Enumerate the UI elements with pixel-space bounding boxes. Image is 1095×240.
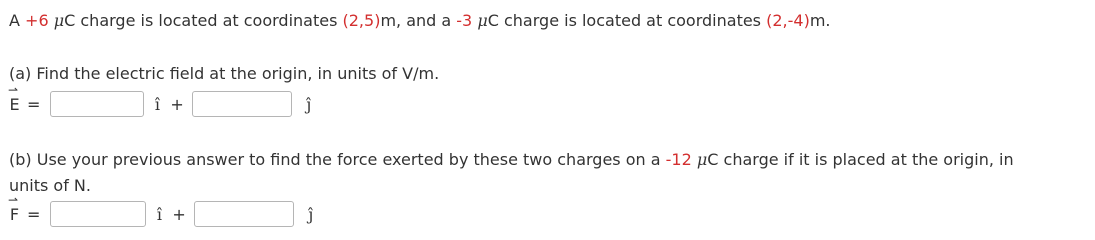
force-y-input[interactable]: [194, 201, 294, 227]
electric-field-vector-symbol: ⇀ E: [8, 82, 20, 114]
part-b-prompt-continued: units of N.: [9, 176, 91, 195]
charge-2-value: -3: [456, 11, 473, 30]
part-b-prompt: (b) Use your previous answer to find the force exerted by these two charges on a -12 μC charge if it is placed at the origin, in: [9, 150, 1014, 169]
i-hat-unit: î: [156, 204, 162, 224]
j-hat-unit: ĵ: [308, 204, 314, 224]
electric-field-y-input[interactable]: [192, 91, 292, 117]
micro-symbol: μ: [477, 11, 488, 30]
vector-arrow-icon: ⇀: [8, 82, 19, 97]
intro-text: A: [9, 11, 26, 30]
micro-symbol: μ: [696, 150, 708, 169]
equals-sign: =: [27, 94, 41, 114]
electric-field-x-input[interactable]: [50, 91, 144, 117]
force-x-input[interactable]: [50, 201, 146, 227]
equals-sign: =: [27, 204, 41, 224]
vector-arrow-icon: ⇀: [8, 192, 19, 207]
micro-symbol: μ: [53, 11, 65, 30]
part-a-answer-row: [8, 82, 314, 119]
plus-sign: +: [170, 94, 184, 114]
i-hat-unit: î: [154, 94, 160, 114]
charge-1-value: +6: [25, 11, 49, 30]
test-charge-value: -12: [665, 150, 692, 169]
plus-sign: +: [172, 204, 186, 224]
charge-1-coordinates: (2,5): [342, 11, 381, 30]
j-hat-unit: ĵ: [306, 94, 312, 114]
problem-intro: A +6 μC charge is located at coordinates (2,5)m, and a -3 μC charge is located at coordinates (2,-4)m.: [9, 11, 831, 30]
force-vector-symbol: ⇀ F: [8, 192, 20, 224]
charge-2-coordinates: (2,-4): [766, 11, 810, 30]
part-b-answer-row: [8, 192, 316, 229]
part-a-prompt: (a) Find the electric field at the origin, in units of V/m.: [9, 64, 440, 83]
